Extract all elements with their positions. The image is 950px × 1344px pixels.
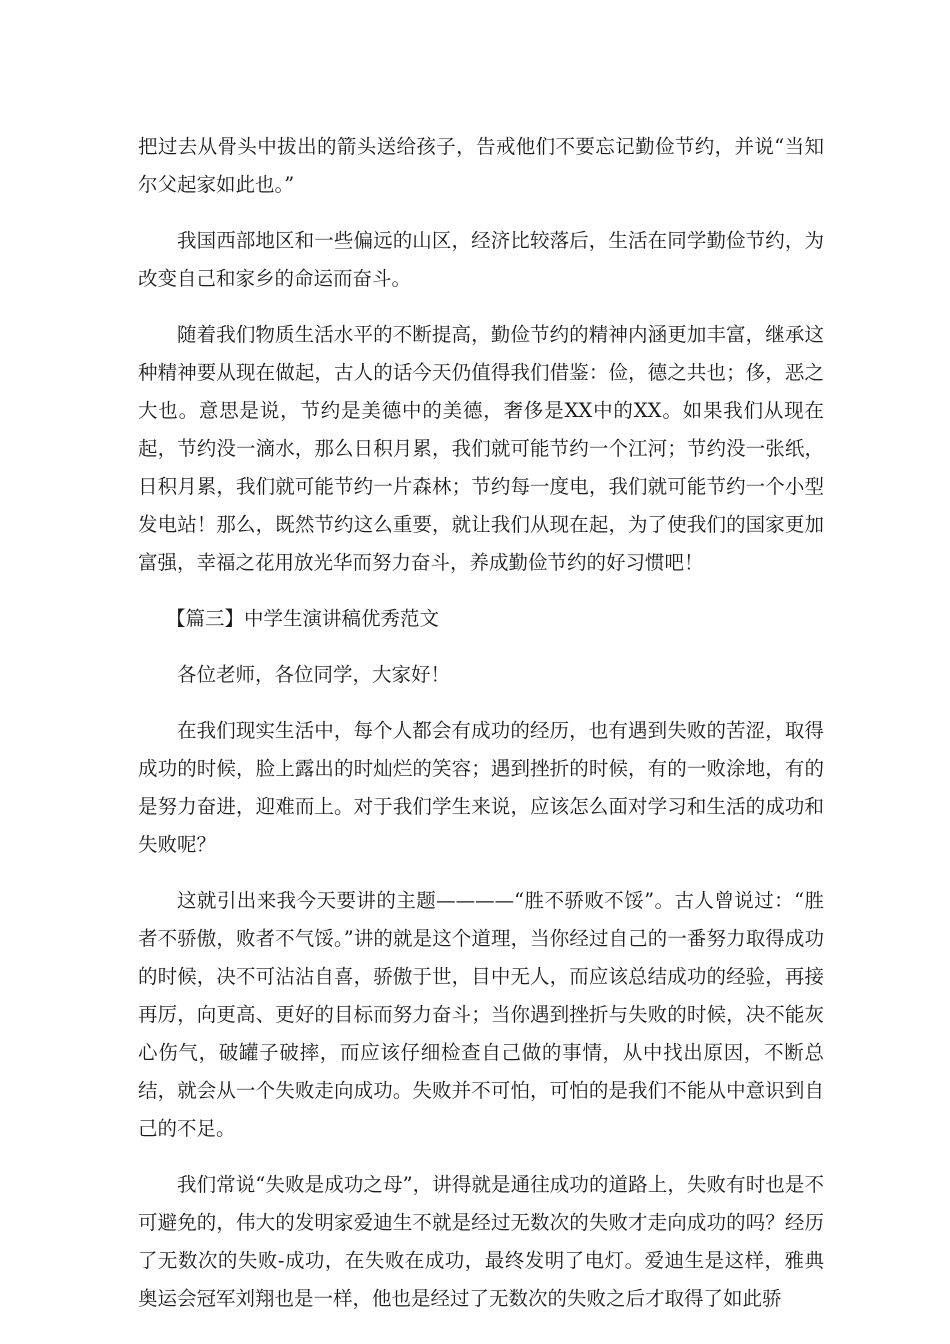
section-heading: 【篇三】中学生演讲稿优秀范文: [166, 607, 440, 630]
paragraph-failure-mother: 我们常说“失败是成功之母”，讲得就是通往成功的道路上，失败有时也是不可避免的，伟大的发明家爱迪生不就是经过无数次的失败才走向成功的吗？经历了无数次的失败-成功，在失败在成功，最终发明了电灯。爱迪生是这样，雅典奥运会冠军刘翔也是一样，他也是经过了无数次的失败之后才取得了如此骄: [138, 1173, 824, 1310]
paragraph-frugality-spirit: 随着我们物质生活水平的不断提高，勤俭节约的精神内涵更加丰富，继承这种精神要从现在做起，古人的话今天仍值得我们借鉴：俭，德之共也；侈，恶之大也。意思是说，节约是美德中的美德，奢侈是XX中的XX。如果我们从现在起，节约没一滴水，那么日积月累，我们就可能节约一个江河；节约没一张纸，日积月累，我们就可能节约一片森林；节约每一度电，我们就可能节约一个小型发电站！那么，既然节约这么重要，就让我们从现在起，为了使我们的国家更加富强，幸福之花用放光华而努力奋斗，养成勤俭节约的好习惯吧！: [138, 323, 824, 574]
paragraph-success-failure: 在我们现实生活中，每个人都会有成功的经历，也有遇到失败的苦涩，取得成功的时候，脸上露出的时灿烂的笑容；遇到挫折的时候，有的一败涂地，有的是努力奋进，迎难而上。对于我们学生来说，应该怎么面对学习和生活的成功和失败呢？: [138, 719, 824, 856]
paragraph-western-regions: 我国西部地区和一些偏远的山区，经济比较落后，生活在同学勤俭节约，为改变自己和家乡的命运而奋斗。: [138, 229, 824, 290]
paragraph-arrow-story: 把过去从骨头中拔出的箭头送给孩子，告戒他们不要忘记勤俭节约，并说“当知尔父起家如此也。”: [138, 135, 824, 196]
paragraph-speech-theme: 这就引出来我今天要讲的主题————“胜不骄败不馁”。古人曾说过：“胜者不骄傲，败者不气馁。”讲的就是这个道理，当你经过自己的一番努力取得成功的时候，决不可沾沾自喜，骄傲于世，目中无人，而应该总结成功的经验，再接再厉，向更高、更好的目标而努力奋斗；当你遇到挫折与失败的时候，决不能灰心伤气，破罐子破摔，而应该仔细检查自己做的事情，从中找出原因，不断总结，就会从一个失败走向成功。失败并不可怕，可怕的是我们不能从中意识到自己的不足。: [138, 889, 824, 1140]
document-body: [138, 128, 824, 1336]
speech-greeting: 各位老师，各位同学，大家好！: [177, 663, 451, 686]
